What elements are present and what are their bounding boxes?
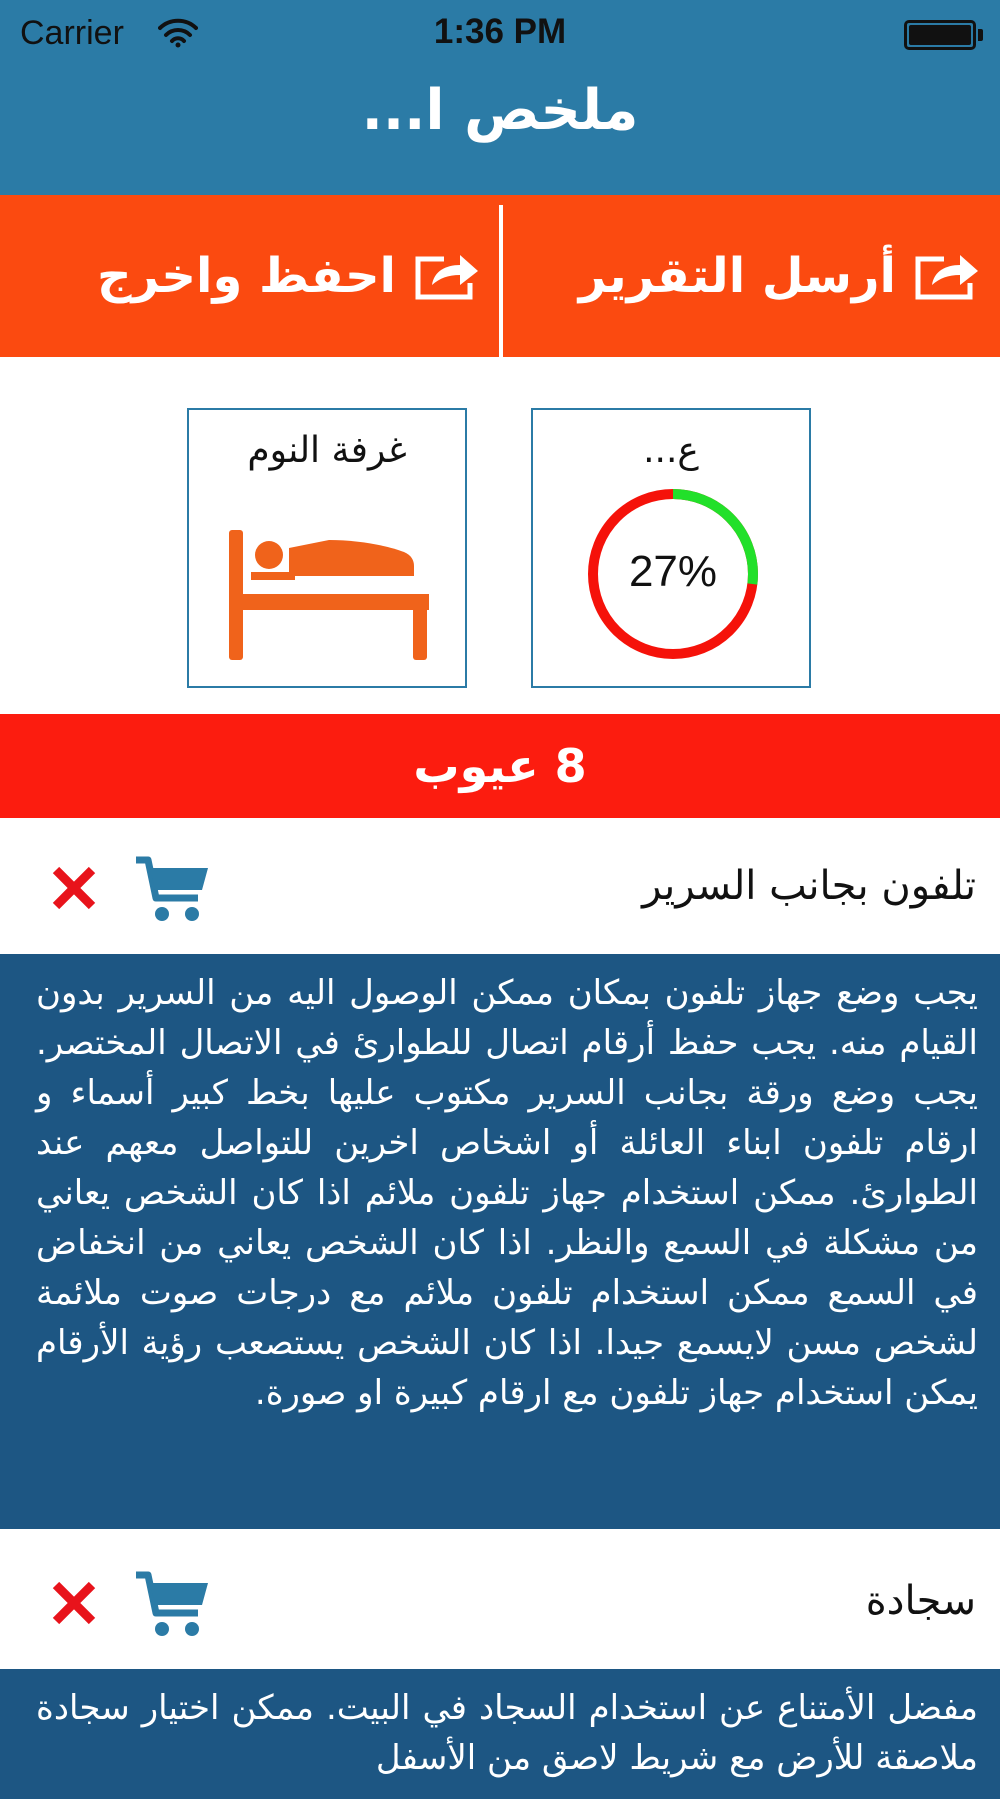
action-bar [0,195,1000,357]
progress-percent-label: 27% [628,547,718,596]
save-exit-label: احفظ واخرج [96,248,396,304]
send-report-button[interactable] [520,195,980,357]
close-icon[interactable] [50,864,98,912]
send-report-label: أرسل التقرير [578,248,896,304]
progress-card-title: ع... [643,430,699,471]
status-time: 1:36 PM [433,12,567,51]
battery-icon [904,20,976,50]
share-icon [914,251,980,301]
progress-card[interactable] [531,408,811,688]
room-card-title: غرفة النوم [247,430,407,471]
defect-item-title: تلفون بجانب السرير [642,863,976,909]
defect-item-row[interactable] [0,818,1000,954]
save-exit-button[interactable] [60,195,480,357]
top-bar [0,0,1000,195]
action-divider [499,205,503,357]
cart-icon[interactable] [134,854,210,924]
defect-item-description: يجب وضع جهاز تلفون بمكان ممكن الوصول اليه من السرير بدون القيام منه. يجب حفظ أرقام اتصال للطوارئ في الاتصال المختصر. يجب وضع ورقة بجانب السرير مكتوب عليها بخط كبير أسماء و ارقام تلفون ابناء العائلة أو اشخاص اخرين للتواصل معهم عند الطوارئ. ممكن استخدام جهاز تلفون ملائم اذا كان الشخص يعاني من مشكلة في السمع والنظر. اذا كان الشخص يعاني من انخفاض في السمع ممكن استخدام تلفون ملائم مع درجات صوت ملائمة لشخص مسن لايسمع جيدا. اذا كان الشخص يستصعب رؤية الأرقام يمكن استخدام جهاز تلفون مع ارقام كبيرة او صورة. [0,954,1000,1529]
close-icon[interactable] [50,1579,98,1627]
defect-item-row[interactable] [0,1533,1000,1669]
page-title: ملخص ا... [361,78,639,143]
share-icon [414,251,480,301]
room-card[interactable] [187,408,467,688]
bed-icon [229,520,429,660]
battery-tip [978,29,983,41]
cart-icon[interactable] [134,1569,210,1639]
defects-count-banner: 8 عيوب [0,714,1000,818]
defect-item-description: مفضل الأمتناع عن استخدام السجاد في البيت. ممكن اختيار سجادة ملاصقة للأرض مع شريط لاصق من الأسفل [0,1669,1000,1799]
carrier-label: Carrier [20,14,124,52]
defect-item-title: سجادة [865,1578,976,1624]
progress-ring [584,485,762,663]
